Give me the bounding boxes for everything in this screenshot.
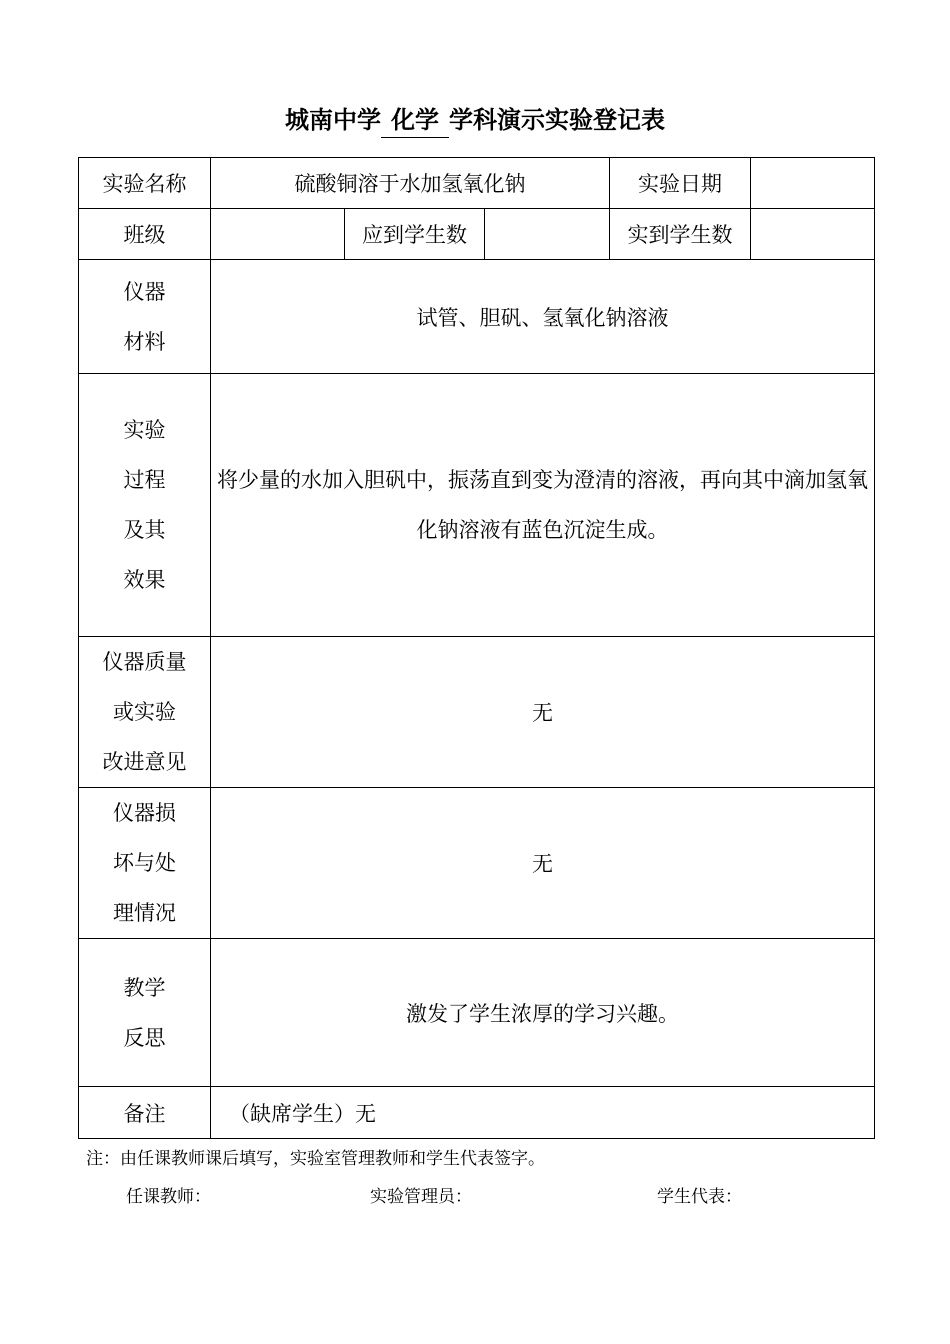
damage-value[interactable]: 无: [211, 788, 875, 939]
expected-students-value[interactable]: [485, 209, 610, 260]
remark-value[interactable]: （缺席学生）无: [211, 1087, 875, 1139]
experiment-date-label: 实验日期: [610, 158, 751, 209]
subject-field[interactable]: 化学: [381, 103, 449, 138]
class-value[interactable]: [211, 209, 345, 260]
process-value[interactable]: 将少量的水加入胆矾中，振荡直到变为澄清的溶液，再向其中滴加氢氧化钠溶液有蓝色沉淀生成。: [211, 374, 875, 637]
remark-label: 备注: [79, 1087, 211, 1139]
admin-signature-label: 实验管理员：: [370, 1187, 472, 1207]
student-signature-label: 学生代表：: [657, 1187, 742, 1207]
expected-students-label: 应到学生数: [345, 209, 485, 260]
teacher-signature-label: 任课教师：: [126, 1187, 211, 1207]
reflection-label: 教学 反思: [79, 939, 211, 1087]
reflection-value[interactable]: 激发了学生浓厚的学习兴趣。: [211, 939, 875, 1087]
title-suffix: 学科演示实验登记表: [449, 106, 665, 134]
experiment-name-value[interactable]: 硫酸铜溶于水加氢氧化钠: [211, 158, 610, 209]
page-title: [0, 100, 950, 138]
experiment-date-value[interactable]: [751, 158, 875, 209]
experiment-register-table: [78, 157, 875, 1139]
materials-label: 仪器 材料: [79, 260, 211, 374]
footer-note: 注：由任课教师课后填写，实验室管理教师和学生代表签字。: [86, 1149, 545, 1169]
experiment-name-label: 实验名称: [79, 158, 211, 209]
process-label: 实验 过程 及其 效果: [79, 374, 211, 637]
materials-value[interactable]: 试管、胆矾、氢氧化钠溶液: [211, 260, 875, 374]
quality-value[interactable]: 无: [211, 637, 875, 788]
quality-label: 仪器质量 或实验 改进意见: [79, 637, 211, 788]
actual-students-label: 实到学生数: [610, 209, 751, 260]
school-name: 城南中学: [285, 106, 381, 134]
actual-students-value[interactable]: [751, 209, 875, 260]
damage-label: 仪器损 坏与处 理情况: [79, 788, 211, 939]
class-label: 班级: [79, 209, 211, 260]
